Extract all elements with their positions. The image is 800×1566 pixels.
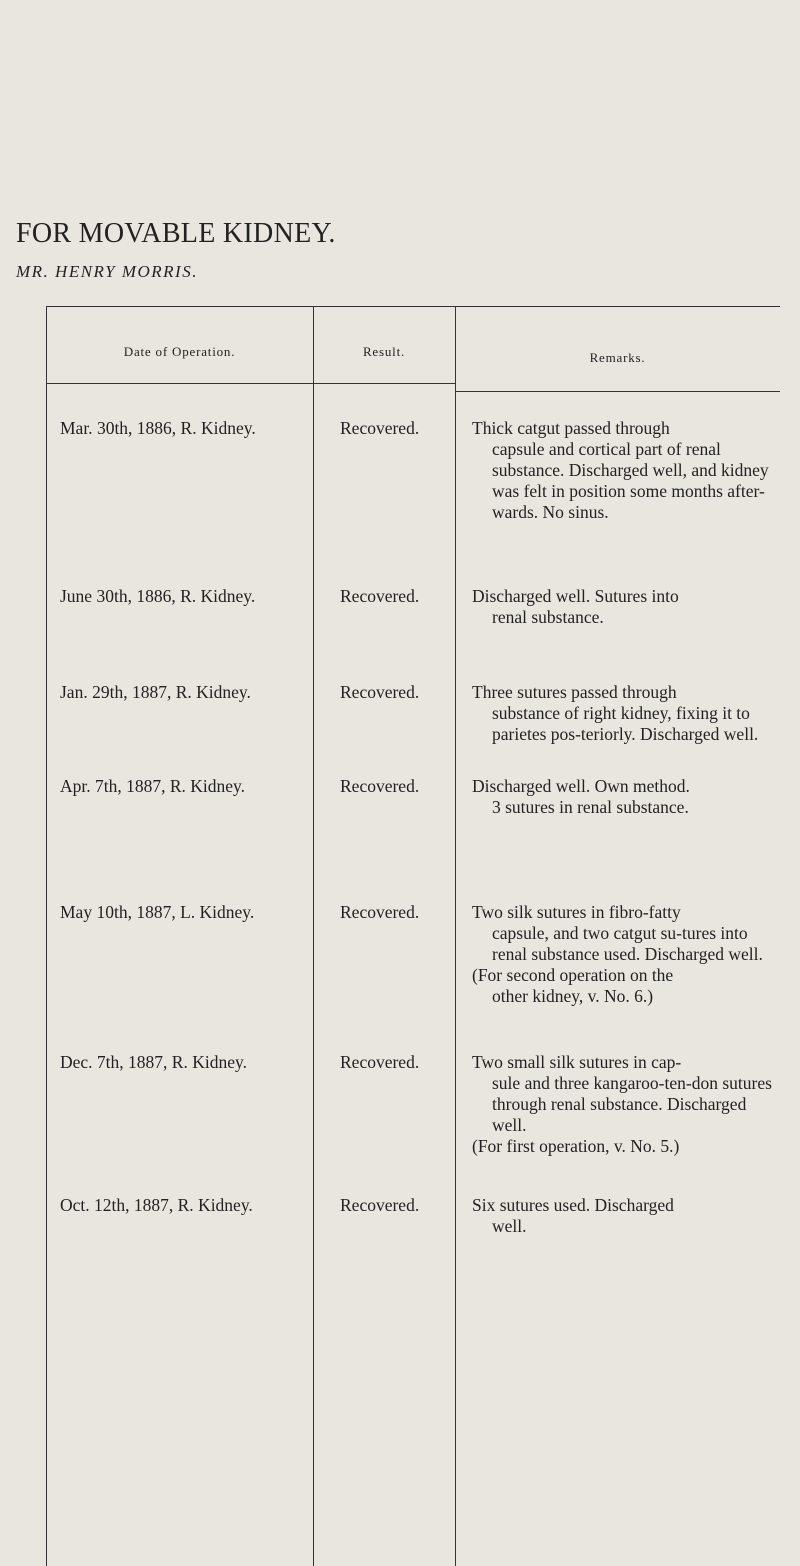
row-2-remarks	[472, 586, 772, 628]
surgeon-name: MR. HENRY MORRIS.	[16, 262, 198, 281]
row-7-date: Oct. 12th, 1887, R. Kidney.	[60, 1195, 253, 1215]
header-result: Result.	[362, 344, 406, 359]
row-2-remarks-continued: renal substance.	[492, 607, 604, 627]
row-7-remarks-continued: well.	[492, 1216, 527, 1236]
row-4-remarks-line-1: Discharged well. Own method.	[472, 776, 690, 796]
row-6-date: Dec. 7th, 1887, R. Kidney.	[60, 1052, 247, 1072]
row-4-date: Apr. 7th, 1887, R. Kidney.	[60, 776, 246, 796]
row-7-remarks-line-1: Six sutures used. Discharged	[472, 1195, 674, 1215]
row-2-remarks-line-1: Discharged well. Sutures into	[472, 586, 679, 606]
row-5-result: Recovered.	[340, 902, 420, 922]
row-3-result: Recovered.	[340, 682, 420, 702]
row-5-remarks-continued: capsule, and two catgut su-tures into renal substance used. Discharged well.	[492, 923, 763, 964]
row-4-remarks	[472, 776, 772, 818]
header-rule-result	[313, 383, 455, 384]
header-date: Date of Operation.	[123, 344, 236, 359]
row-6-remarks-continued: sule and three kangaroo-ten-don sutures through renal substance. Discharged well.	[492, 1073, 772, 1135]
header-rule-remarks	[455, 391, 780, 392]
row-7-result: Recovered.	[340, 1195, 420, 1215]
row-2-result: Recovered.	[340, 586, 420, 606]
row-6-result: Recovered.	[340, 1052, 420, 1072]
row-3-remarks-continued: substance of right kidney, fixing it to parietes pos-teriorly. Discharged well.	[492, 703, 759, 744]
header-rule-date	[46, 383, 313, 384]
header-remarks: Remarks.	[589, 350, 646, 365]
table-top-rule	[46, 306, 780, 307]
row-4-result: Recovered.	[340, 776, 420, 796]
row-2-date: June 30th, 1886, R. Kidney.	[60, 586, 256, 606]
row-1-remarks-continued: capsule and cortical part of renal substance. Discharged well, and kidney was felt in position some months after-wards. No sinus.	[492, 439, 769, 522]
row-3-date: Jan. 29th, 1887, R. Kidney.	[60, 682, 251, 702]
row-5-date: May 10th, 1887, L. Kidney.	[60, 902, 255, 922]
row-3-remarks	[472, 682, 772, 745]
table-left-border	[46, 306, 47, 1566]
page-title: FOR MOVABLE KIDNEY.	[16, 218, 336, 249]
row-4-remarks-continued: 3 sutures in renal substance.	[492, 797, 689, 817]
row-5-remarks-note: (For second operation on the	[472, 965, 674, 985]
row-1-remarks	[472, 418, 772, 523]
row-5-remarks	[472, 902, 772, 1007]
row-7-remarks	[472, 1195, 772, 1237]
row-1-result: Recovered.	[340, 418, 420, 438]
row-6-remarks	[472, 1052, 772, 1157]
row-6-remarks-note: (For first operation, v. No. 5.)	[472, 1136, 680, 1156]
row-5-remarks-line-1: Two silk sutures in fibro-fatty	[472, 902, 681, 922]
column-divider-remarks	[455, 306, 456, 1566]
row-6-remarks-line-1: Two small silk sutures in cap-	[472, 1052, 682, 1072]
row-5-remarks-note-continued: other kidney, v. No. 6.)	[492, 986, 654, 1006]
column-divider-result	[313, 306, 314, 1566]
row-3-remarks-line-1: Three sutures passed through	[472, 682, 677, 702]
row-1-date: Mar. 30th, 1886, R. Kidney.	[60, 418, 256, 438]
row-1-remarks-line-1: Thick catgut passed through	[472, 418, 670, 438]
